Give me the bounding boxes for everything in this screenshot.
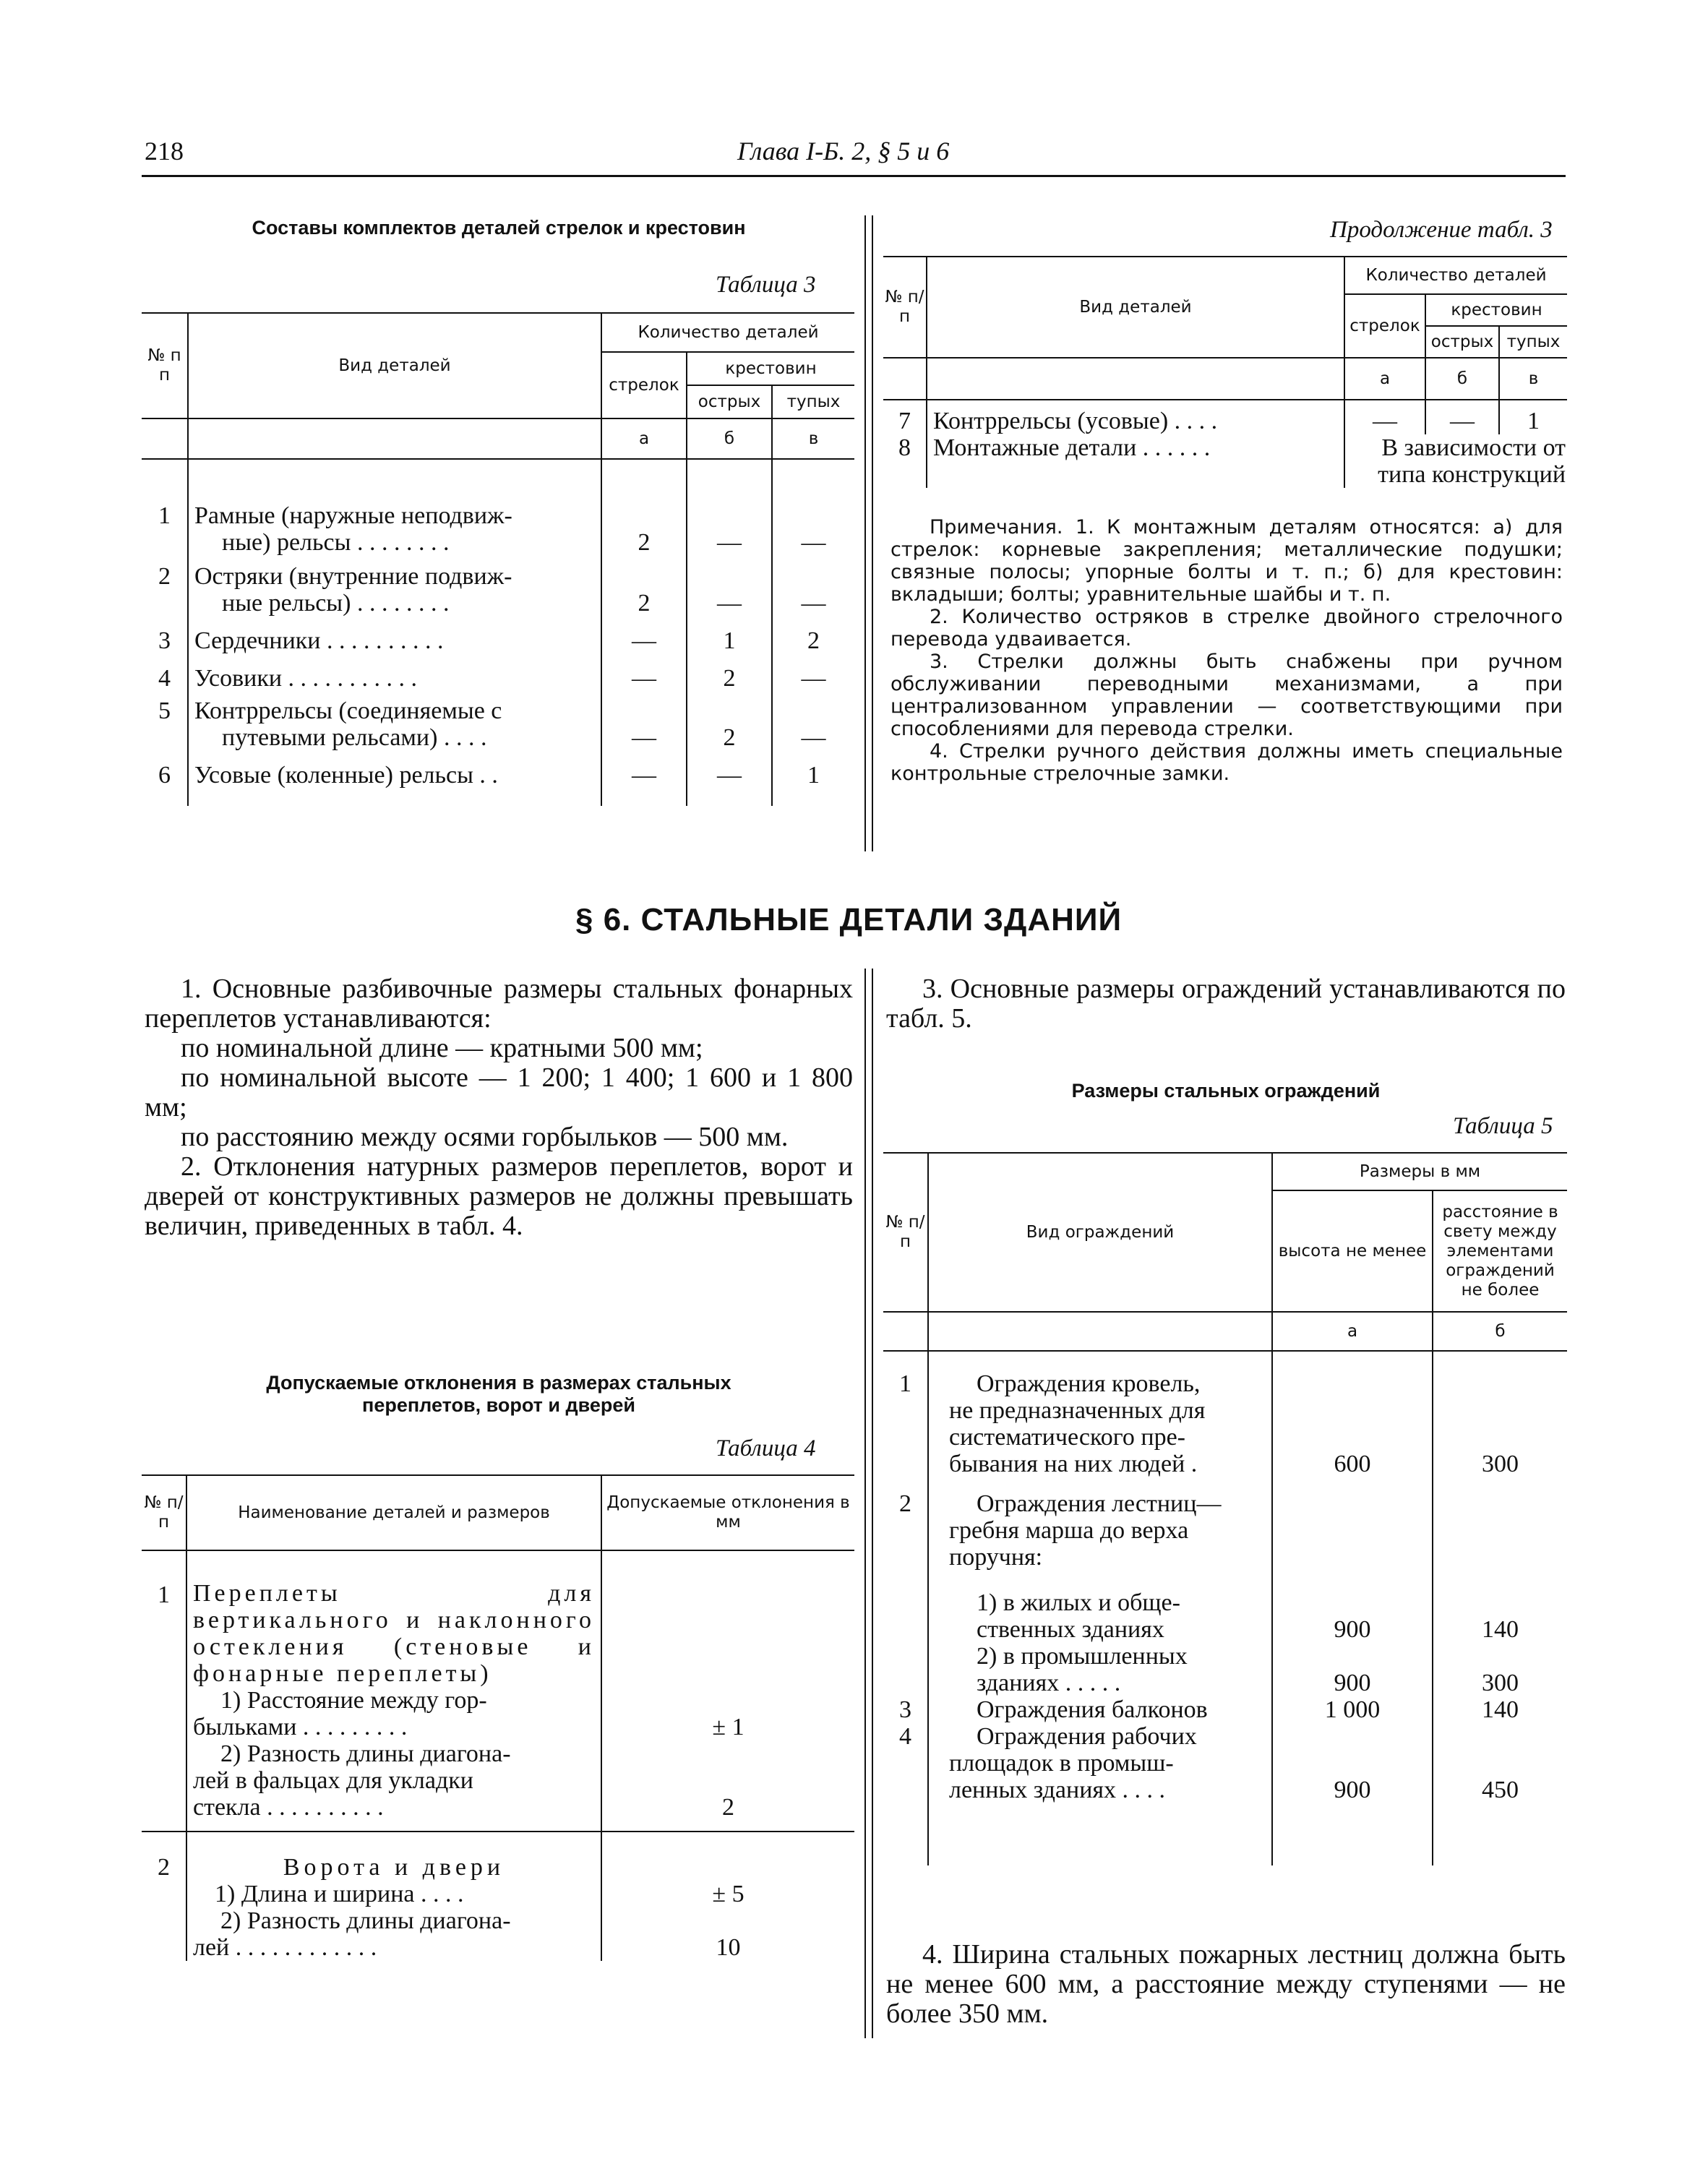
column-divider [872,215,873,851]
table5-idx-a: а [1272,1312,1433,1351]
table3-idx-a: а [1344,358,1425,400]
table3-col-count: Количество деталей [1344,257,1567,294]
table5-col-gap: расстояние в свету между элементами ограждений не более [1433,1190,1567,1312]
table-row: 2) в промышленных зданиях . . . . . 900 300 [883,1643,1567,1696]
table-row: 3 Сердечники . . . . . . . . . . — 1 2 [142,617,854,654]
table4-col-name: Наименование деталей и размеров [186,1475,601,1550]
section6-para4 [886,1940,1566,2029]
table-row: 1) Расстояние между гор- быльками . . . . . . . . . ± 1 [142,1687,854,1740]
table5-col-num: № п/п [883,1153,928,1312]
table5-col-kind: Вид ограждений [928,1153,1272,1312]
table-row: 2 Ворота и двери [142,1832,854,1881]
table5-col-sizes: Размеры в мм [1272,1153,1567,1190]
table-row: 4 Усовики . . . . . . . . . . . — 2 — [142,654,854,692]
table3-left [142,312,854,806]
table3-col-crossings: крестовин [687,352,854,385]
table3-col-sharp: острых [1425,326,1499,358]
table5-label: Таблица 5 [1453,1113,1553,1139]
paragraph-1a: по номинальной длине — кратными 500 мм; [181,1033,703,1063]
paragraph-3: 3. Основные размеры ограждений устанавливаются по табл. 5. [886,974,1566,1034]
table3-col-sharp: острых [687,385,772,418]
table3-idx-v: в [1499,358,1567,400]
table5 [883,1152,1567,1865]
section6-left-text [145,974,853,1241]
table-row: 5 Контррельсы (соединяемые с путевыми рельсами) . . . . — 2 — [142,692,854,751]
table-row: 6 Усовые (коленные) рельсы . . — — 1 [142,751,854,789]
table-row: 4 Ограждения рабочих площадок в промыш- ленных зданиях . . . . 900 450 [883,1723,1567,1803]
table3-col-blunt: тупых [772,385,854,418]
column-divider [864,969,866,2038]
table3-col-kind: Вид деталей [188,313,601,418]
page-number: 218 [145,137,184,166]
table3-col-kind: Вид деталей [927,257,1344,358]
table4-title: Допускаемые отклонения в размерах стальных переплетов, ворот и дверей [266,1372,731,1416]
table-row: 1 Рамные (наружные неподвиж- ные) рельсы . . . . . . . . 2 — — [142,502,854,556]
column-divider [872,969,873,2038]
table-row: 2 Остряки (внутренние подвиж- ные рельсы) . . . . . . . . 2 — — [142,556,854,617]
table-row: 1 Ограждения кровель, не предназначенных для систематического пре- бывания на них людей . 600 300 [883,1351,1567,1477]
paragraph-1c: по расстоянию между осями горбыльков — 500 мм. [181,1122,789,1152]
table4 [142,1474,854,1961]
table3-right [883,256,1567,488]
table-row: 7 Контррельсы (усовые) . . . . — — 1 [883,400,1567,434]
table3-label: Таблица 3 [716,272,816,298]
table-row: 8 Монтажные детали . . . . . . В зависимости от типа конструкций [883,434,1567,488]
table3-idx-v: в [772,418,854,459]
table3-continuation-label: Продолжение табл. 3 [1330,217,1553,243]
table3-idx-b: б [687,418,772,459]
column-divider [864,215,866,851]
header-rule [142,175,1566,177]
table-row: 2) Разность длины диагона- лей . . . . . . . . . . . . 10 [142,1907,854,1961]
paragraph-1b: по номинальной высоте — 1 200; 1 400; 1 600 и 1 800 мм; [145,1062,853,1122]
section6-right-text [886,974,1566,1034]
table5-idx-b: б [1433,1312,1567,1351]
table-row: 1 Переплеты для вертикального и наклонного остекления (стеновые и фонарные переплеты) [142,1550,854,1687]
table3-col-switches: стрелок [1344,294,1425,358]
table3-col-num: № п/п [883,257,927,358]
table-row: 2 Ограждения лестниц— гребня марша до верха поручня: [883,1477,1567,1571]
table3-col-switches: стрелок [601,352,687,418]
table-row: 3 Ограждения балконов 1 000 140 [883,1696,1567,1723]
table5-col-height: высота не менее [1272,1190,1433,1312]
table4-label: Таблица 4 [716,1435,816,1461]
paragraph-2: 2. Отклонения натурных размеров переплетов, ворот и дверей от конструктивных размеров не должны превышать величин, приведенных в табл. 4. [145,1151,853,1241]
table3-title: Составы комплектов деталей стрелок и крестовин [252,217,746,239]
paragraph-1: 1. Основные разбивочные размеры стальных фонарных переплетов устанавливаются: [145,974,853,1034]
table-row: 2) Разность длины диагона- лей в фальцах для укладки стекла . . . . . . . . . . 2 [142,1740,854,1832]
paragraph-4: 4. Ширина стальных пожарных лестниц должна быть не менее 600 мм, а расстояние между ступенями — не более 350 мм. [886,1939,1566,2029]
running-title: Глава I-Б. 2, § 5 и 6 [737,137,950,166]
table3-notes: Примечания. 1. К монтажным деталям относятся: а) для стрелок: корневые закрепления; металлические подушки; связные полосы; упорные болты и т. п.; б) для крестовин: вкладыши; болты; уравнительные шайбы и т. п. 2. Количество остряков в стрелке двойного стрелочного перевода удваивается. 3. Стрелки должны быть снабжены при ручном обслуживании переводными механизмами, а при централизованном управлении — соответствующими при способлениями для перевода стрелки. 4. Стрелки ручного действия должны иметь специальные контрольные стрелочные замки. [891,516,1563,785]
table3-col-crossings: крестовин [1425,294,1567,326]
table5-title: Размеры стальных ограждений [1071,1080,1381,1102]
section-heading: § 6. СТАЛЬНЫЕ ДЕТАЛИ ЗДАНИЙ [575,902,1123,937]
table3-col-blunt: тупых [1499,326,1567,358]
table-row: 1) в жилых и обще- ственных зданиях 900 140 [883,1571,1567,1643]
table3-col-count: Количество деталей [601,313,854,352]
table3-idx-a: а [601,418,687,459]
table3-col-num: № п п [142,313,188,418]
table4-col-num: № п/п [142,1475,186,1550]
table-row: 1) Длина и ширина . . . . ± 5 [142,1881,854,1907]
table4-col-dev: Допускаемые отклонения в мм [601,1475,854,1550]
table3-idx-b: б [1425,358,1499,400]
